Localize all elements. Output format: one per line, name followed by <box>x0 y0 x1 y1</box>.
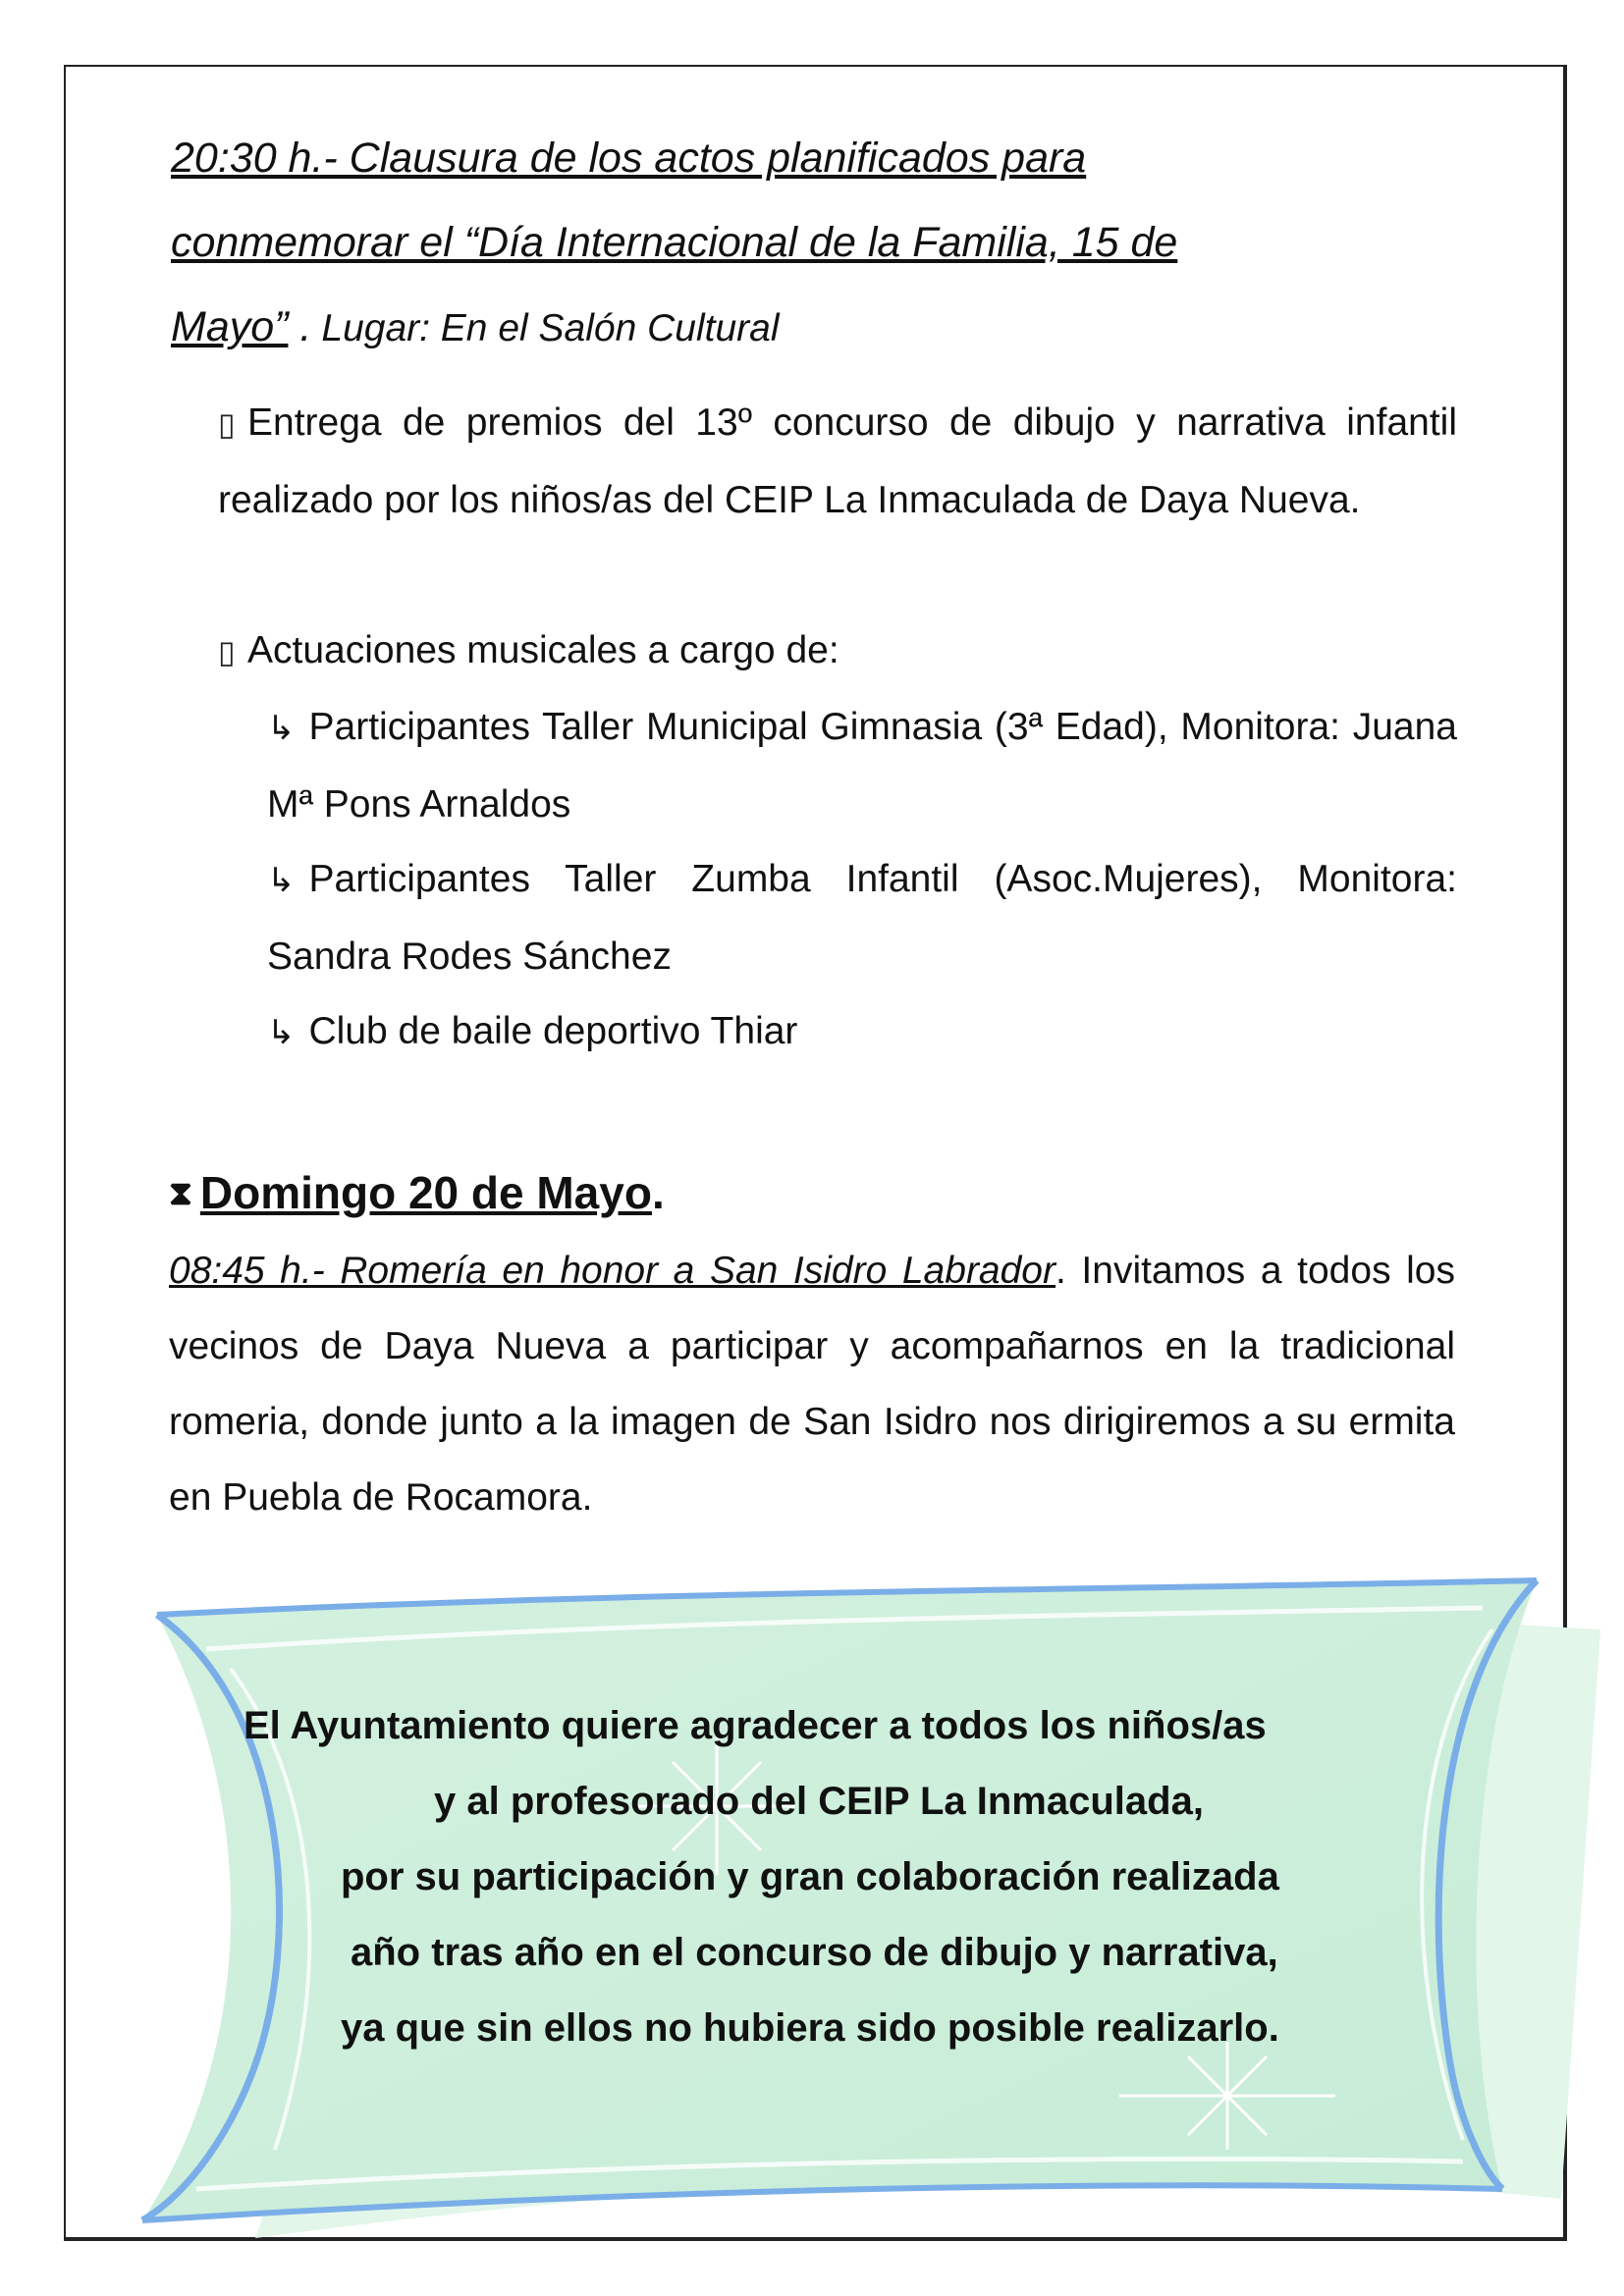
performer-item <box>267 841 1457 994</box>
activity-item-awards-text: Entrega de premios del 13º concurso de dibujo y narrativa infantil realizado por los niños/as del CEIP La Inmaculada de Daya Nueva. <box>218 401 1457 521</box>
closing-event-line-2: conmemorar el “Día Internacional de la Familia, 15 de <box>171 219 1178 266</box>
romeria-lead: 08:45 h.- Romería en honor a San Isidro Labrador <box>169 1250 1056 1292</box>
performer-text: Participantes Taller Municipal Gimnasia (3ª Edad), Monitora: Juana Mª Pons Arnaldos <box>267 706 1457 826</box>
hook-arrow-icon: ↳ <box>267 1014 296 1051</box>
thanks-message <box>196 1688 1375 2066</box>
thanks-line: ya que sin ellos no hubiera sido posible realizarlo. <box>341 2006 1279 2050</box>
performer-item <box>267 689 1457 842</box>
sunday-title-suffix: . <box>651 1167 665 1218</box>
thanks-line: por su participación y gran colaboración realizada <box>341 1855 1279 1898</box>
thanks-line: año tras año en el concurso de dibujo y narrativa, <box>351 1931 1278 1974</box>
performer-text: Club de baile deportivo Thiar <box>308 1010 798 1052</box>
square-bullet-icon: ▯ <box>218 634 236 669</box>
romeria-body: . Invitamos a todos los vecinos de Daya Nueva a participar y acompañarnos en la tradicional romeria, donde junto a la imagen de San Isidro nos dirigiremos a su ermita en Puebla de Rocamora. <box>169 1250 1455 1519</box>
activity-item-music-text: Actuaciones musicales a cargo de: <box>247 629 839 671</box>
romeria-paragraph <box>169 1233 1455 1535</box>
thanks-line: El Ayuntamiento quiere agradecer a todos los niños/as <box>244 1704 1267 1747</box>
sunday-title: Domingo 20 de Mayo <box>199 1167 652 1218</box>
square-bullet-icon: ▯ <box>218 406 236 442</box>
hook-arrow-icon: ↳ <box>267 862 296 899</box>
closing-event-separator: . <box>288 303 312 350</box>
closing-event-line-3: Mayo” <box>171 303 289 350</box>
performer-text: Participantes Taller Zumba Infantil (Asoc.Mujeres), Monitora: Sandra Rodes Sánchez <box>267 858 1457 978</box>
performer-item <box>267 993 1457 1071</box>
closing-event-heading <box>171 116 1467 371</box>
hook-arrow-icon: ↳ <box>267 710 296 747</box>
sunday-heading <box>169 1158 665 1228</box>
hourglass-icon: ⧗ <box>169 1175 192 1212</box>
closing-event-line-1: 20:30 h.- Clausura de los actos planificados para <box>171 134 1087 182</box>
thanks-line: y al profesorado del CEIP La Inmaculada, <box>434 1780 1204 1823</box>
activity-item-awards <box>218 385 1457 538</box>
closing-event-venue: Lugar: En el Salón Cultural <box>321 307 780 349</box>
activity-item-music <box>218 613 1457 690</box>
